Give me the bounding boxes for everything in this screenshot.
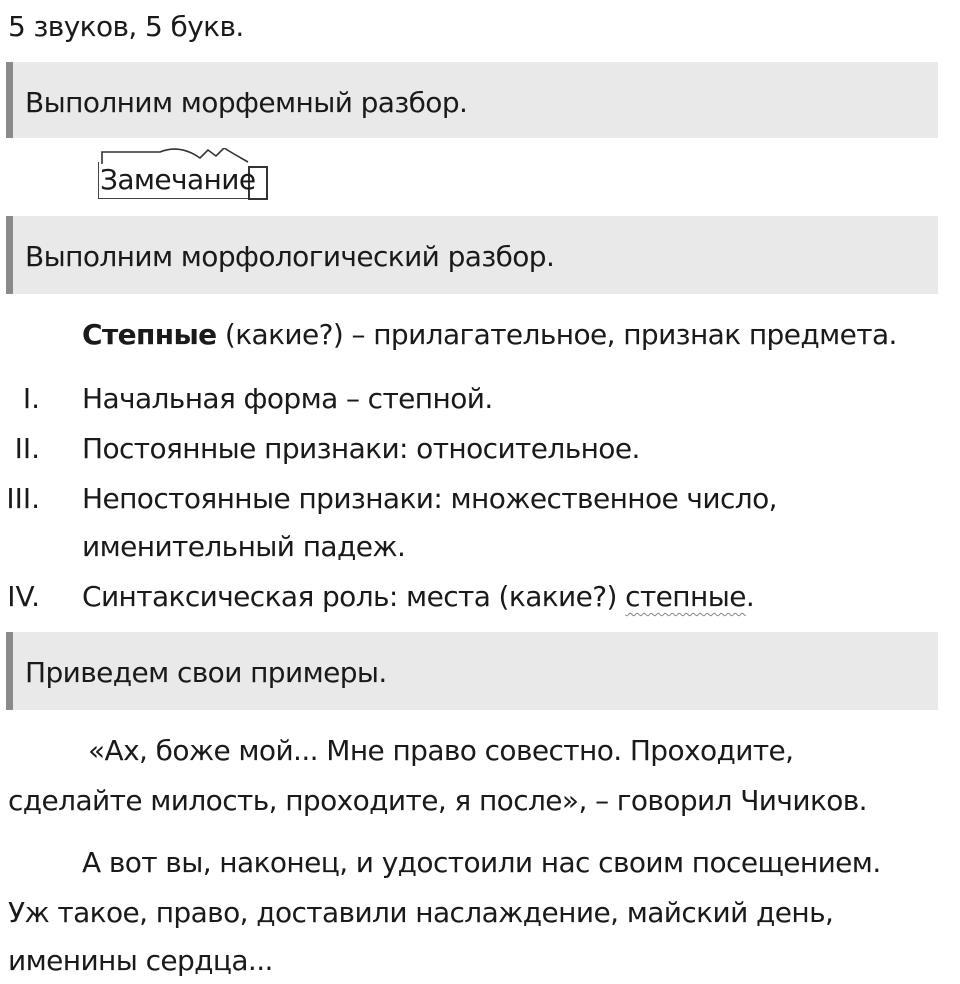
morpheme-word: Замечание bbox=[100, 163, 256, 196]
list-item-part: Синтаксическая роль: места (какие?) bbox=[82, 580, 626, 613]
section-band-examples bbox=[6, 632, 938, 710]
list-num: II. bbox=[14, 432, 40, 465]
list-item bbox=[82, 580, 754, 614]
morpheme-diagram bbox=[100, 160, 268, 200]
section-band-morpheme bbox=[6, 62, 938, 138]
section-title: Выполним морфологический разбор. bbox=[25, 240, 555, 273]
example-line: А вот вы, наконец, и удостоили нас своим посещением. bbox=[82, 846, 881, 879]
section-title: Выполним морфемный разбор. bbox=[25, 86, 468, 119]
list-item: Начальная форма – степной. bbox=[82, 382, 493, 415]
list-num: III. bbox=[6, 482, 40, 515]
example-line: сделайте милость, проходите, я после», – говорил Чичиков. bbox=[8, 784, 867, 817]
example-line: именины сердца... bbox=[8, 944, 273, 977]
list-item: Постоянные признаки: относительное. bbox=[82, 432, 640, 465]
example-line: Уж такое, право, доставили наслаждение, майский день, bbox=[8, 896, 834, 929]
lead-paragraph bbox=[82, 318, 897, 352]
spellcheck-underlined-word: степные bbox=[625, 580, 746, 613]
example-line: «Ах, боже мой... Мне право совестно. Проходите, bbox=[88, 734, 794, 767]
top-line: 5 звуков, 5 букв. bbox=[8, 10, 244, 43]
section-title: Приведем свои примеры. bbox=[25, 656, 387, 689]
list-num: I. bbox=[22, 382, 40, 415]
lead-bold-word: Степные bbox=[82, 318, 217, 351]
lead-rest: (какие?) – прилагательное, признак предмета. bbox=[216, 318, 897, 351]
list-num: IV. bbox=[7, 580, 40, 613]
list-item-cont: именительный падеж. bbox=[82, 530, 406, 563]
list-item-end: . bbox=[745, 580, 755, 613]
list-item: Непостоянные признаки: множественное число, bbox=[82, 482, 777, 515]
section-band-morphology bbox=[6, 216, 938, 294]
